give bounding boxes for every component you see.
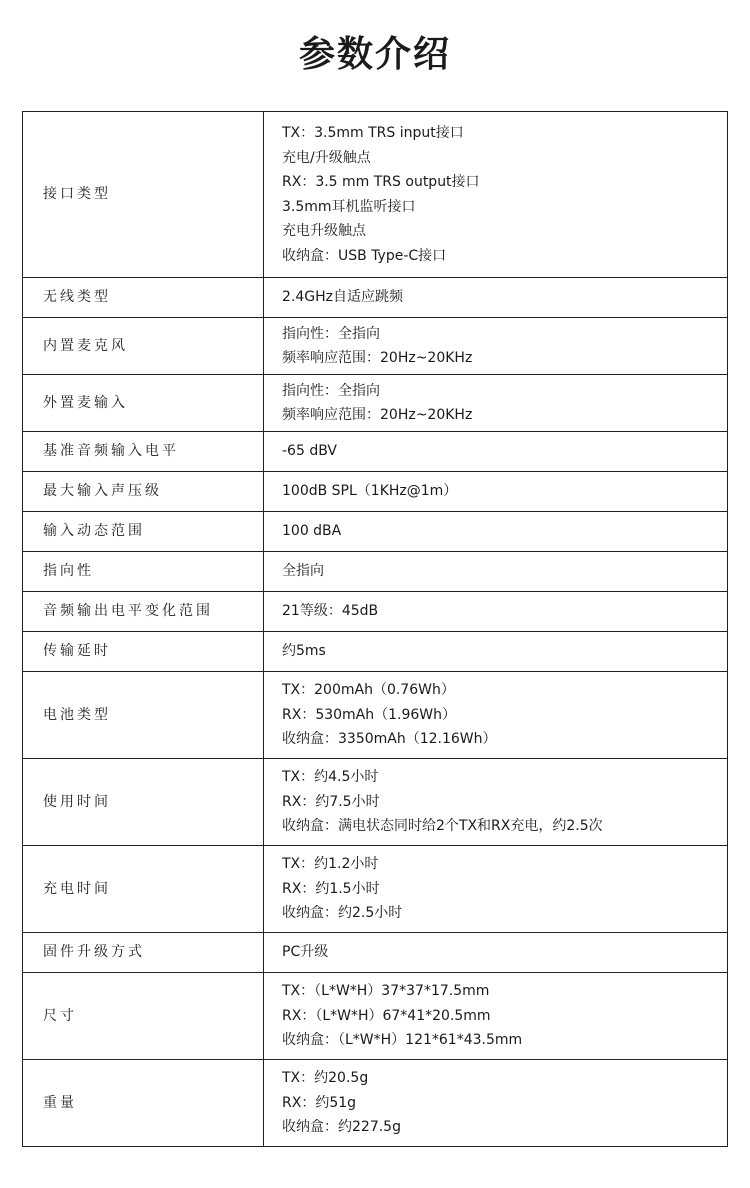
spec-value (264, 632, 728, 672)
spec-row (23, 672, 728, 759)
spec-value-line: TX：（L*W*H）37*37*17.5mm (282, 983, 490, 1000)
spec-label: 重量 (23, 1060, 264, 1147)
spec-value-line: 收纳盒：约2.5小时 (282, 905, 403, 922)
spec-row (23, 592, 728, 632)
spec-value-line: RX：约51g (282, 1094, 357, 1111)
spec-row (23, 512, 728, 552)
spec-value-line: 约5ms (282, 643, 326, 660)
spec-value-line: 收纳盒：（L*W*H）121*61*43.5mm (282, 1032, 523, 1049)
spec-value (264, 278, 728, 318)
spec-value (264, 933, 728, 973)
spec-label: 无线类型 (23, 278, 264, 318)
spec-value-line: 频率响应范围：20Hz~20KHz (282, 407, 473, 423)
spec-value-line: TX：约20.5g (282, 1070, 369, 1087)
spec-label: 指向性 (23, 552, 264, 592)
spec-row (23, 472, 728, 512)
spec-value-line: TX：约4.5小时 (282, 769, 379, 786)
spec-table-body (23, 112, 728, 1147)
spec-value (264, 759, 728, 846)
spec-value-line: PC升级 (282, 944, 329, 961)
spec-row (23, 278, 728, 318)
spec-label: 尺寸 (23, 973, 264, 1060)
spec-value (264, 432, 728, 472)
spec-value-line: 频率响应范围：20Hz~20KHz (282, 350, 473, 366)
spec-row (23, 318, 728, 375)
spec-value (264, 672, 728, 759)
spec-label: 充电时间 (23, 846, 264, 933)
spec-label: 接口类型 (23, 112, 264, 278)
spec-label: 基准音频输入电平 (23, 432, 264, 472)
spec-row (23, 759, 728, 846)
spec-row (23, 846, 728, 933)
spec-value (264, 112, 728, 278)
spec-value (264, 375, 728, 432)
spec-label: 外置麦输入 (23, 375, 264, 432)
spec-label: 传输延时 (23, 632, 264, 672)
spec-value-line: 收纳盒：USB Type-C接口 (282, 247, 447, 264)
spec-value (264, 1060, 728, 1147)
spec-label: 电池类型 (23, 672, 264, 759)
spec-value-line: 3.5mm耳机监听接口 (282, 198, 416, 215)
spec-row (23, 112, 728, 278)
spec-value-line: 收纳盒：3350mAh（12.16Wh） (282, 731, 497, 748)
spec-value-line: 100 dBA (282, 523, 342, 540)
spec-value-line: 100dB SPL（1KHz@1m） (282, 483, 458, 500)
spec-label: 内置麦克风 (23, 318, 264, 375)
spec-value-line: 充电升级触点 (282, 223, 366, 239)
spec-value-line: 指向性：全指向 (282, 382, 380, 399)
spec-value-line: RX：（L*W*H）67*41*20.5mm (282, 1007, 491, 1024)
spec-value-line: TX：约1.2小时 (282, 856, 379, 873)
spec-value-line: 全指向 (282, 563, 324, 580)
spec-value (264, 592, 728, 632)
spec-label: 固件升级方式 (23, 933, 264, 973)
spec-value-line: RX：530mAh（1.96Wh） (282, 706, 457, 723)
spec-label: 使用时间 (23, 759, 264, 846)
spec-value-line: TX：3.5mm TRS input接口 (282, 125, 464, 141)
spec-value-line: 21等级：45dB (282, 603, 379, 620)
spec-value-line: 指向性：全指向 (282, 325, 380, 342)
spec-label: 音频输出电平变化范围 (23, 592, 264, 632)
spec-value-line: RX：约7.5小时 (282, 793, 380, 810)
spec-value-line: 2.4GHz自适应跳频 (282, 289, 403, 306)
spec-row (23, 632, 728, 672)
spec-row (23, 933, 728, 973)
spec-value (264, 318, 728, 375)
spec-value-line: RX：约1.5小时 (282, 880, 380, 897)
spec-value-line: 收纳盒：满电状态同时给2个TX和RX充电，约2.5次 (282, 818, 603, 835)
spec-row (23, 973, 728, 1060)
spec-value-line: TX：200mAh（0.76Wh） (282, 682, 455, 699)
spec-value (264, 552, 728, 592)
spec-table (22, 111, 728, 1147)
spec-label: 最大输入声压级 (23, 472, 264, 512)
spec-value-line: 收纳盒：约227.5g (282, 1119, 401, 1136)
page-title: 参数介绍 (298, 34, 451, 75)
spec-value (264, 973, 728, 1060)
spec-row (23, 552, 728, 592)
spec-value-line: 充电/升级触点 (282, 149, 371, 166)
spec-value-line: -65 dBV (282, 443, 337, 460)
spec-value (264, 472, 728, 512)
spec-value (264, 846, 728, 933)
spec-row (23, 432, 728, 472)
spec-row (23, 1060, 728, 1147)
spec-value-line: RX：3.5 mm TRS output接口 (282, 174, 480, 190)
spec-value (264, 512, 728, 552)
spec-row (23, 375, 728, 432)
spec-label: 输入动态范围 (23, 512, 264, 552)
